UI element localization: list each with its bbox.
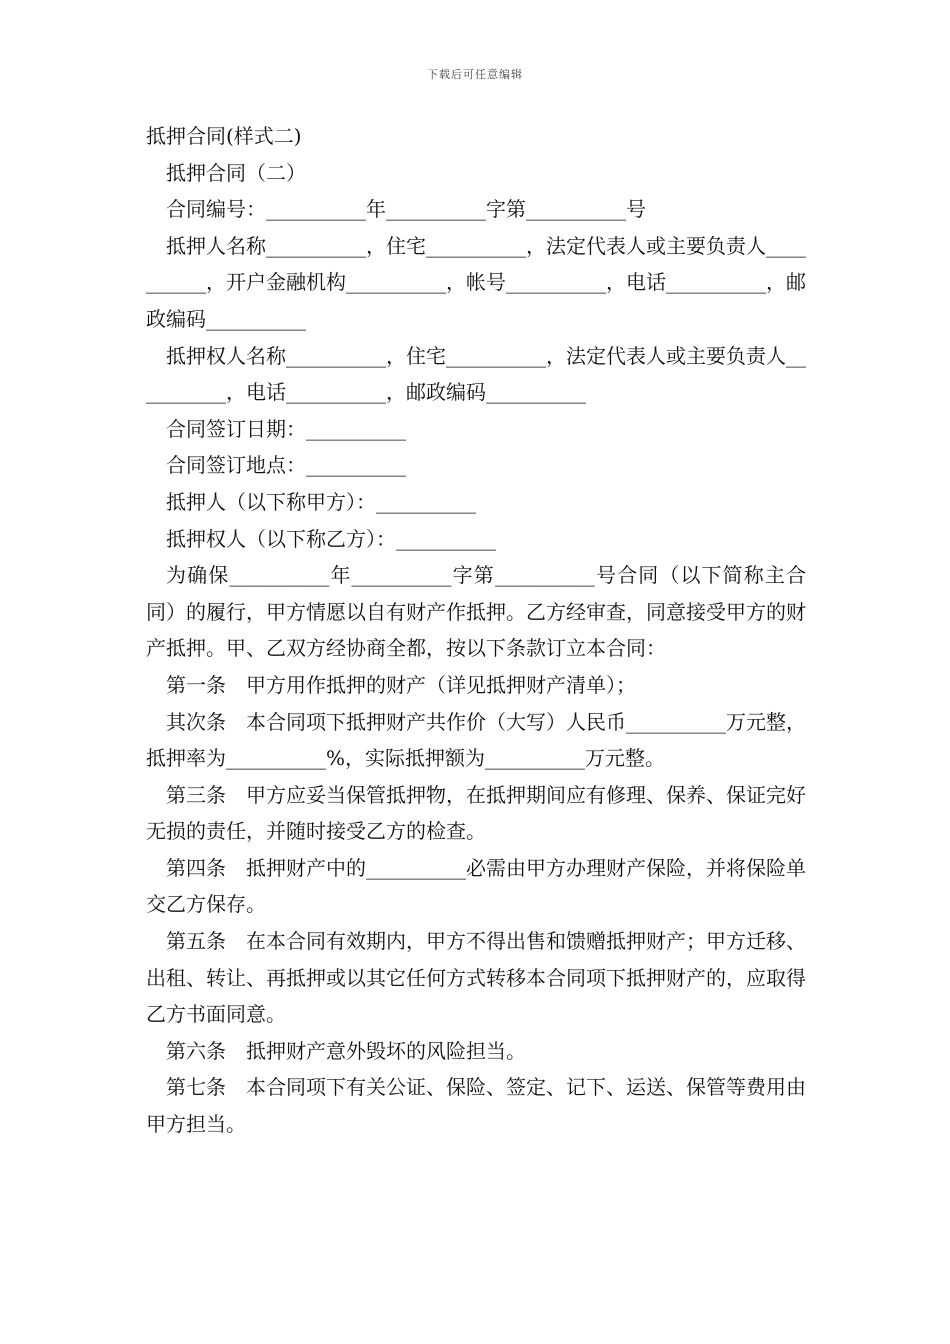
article-2: 其次条 本合同项下抵押财产共作价（大写）人民币__________万元整，抵押率为__________%，实际抵押额为__________万元整。 — [146, 709, 806, 771]
article-4: 第四条 抵押财产中的__________必需由甲方办理财产保险，并将保险单交乙方保存。 — [146, 855, 806, 917]
mortgagee-info-paragraph: 抵押权人名称__________，住宅__________，法定代表人或主要负责人__________，电话__________，邮政编码__________ — [146, 343, 806, 405]
party-a-line: 抵押人（以下称甲方）：__________ — [166, 489, 476, 514]
mortgagor-info-paragraph: 抵押人名称__________，住宅__________，法定代表人或主要负责人__________，开户金融机构__________，帐号__________，电话__________，邮政编码__________ — [146, 233, 806, 331]
document-subtitle: 抵押合同（二） — [166, 160, 306, 185]
party-b-line: 抵押权人（以下称乙方）：__________ — [166, 526, 496, 551]
article-3: 第三条 甲方应妥当保管抵押物，在抵押期间应有修理、保养、保证完好无损的责任，并随时接受乙方的检查。 — [146, 782, 806, 844]
article-7: 第七条 本合同项下有关公证、保险、签定、记下、运送、保管等费用由甲方担当。 — [146, 1075, 806, 1137]
preamble-paragraph: 为确保__________年__________字第__________号合同（以下简称主合同）的履行，甲方情愿以自有财产作抵押。乙方经审查，同意接受甲方的财产抵押。甲、乙双方经协商全都，按以下条款订立本合同： — [146, 563, 806, 661]
sign-date-line: 合同签订日期：__________ — [166, 416, 406, 441]
sign-place-line: 合同签订地点：__________ — [166, 453, 406, 478]
header-note: 下载后可任意编辑 — [427, 68, 523, 81]
contract-number-line: 合同编号：__________年__________字第__________号 — [166, 197, 646, 222]
document-title: 抵押合同(样式二) — [146, 124, 302, 148]
article-1: 第一条 甲方用作抵押的财产（详见抵押财产清单）； — [166, 672, 636, 697]
article-5: 第五条 在本合同有效期内，甲方不得出售和馈赠抵押财产；甲方迁移、出租、转让、再抵押或以其它任何方式转移本合同项下抵押财产的，应取得乙方书面同意。 — [146, 929, 806, 1027]
article-6: 第六条 抵押财产意外毁坏的风险担当。 — [166, 1038, 526, 1063]
document-body — [146, 118, 806, 1143]
